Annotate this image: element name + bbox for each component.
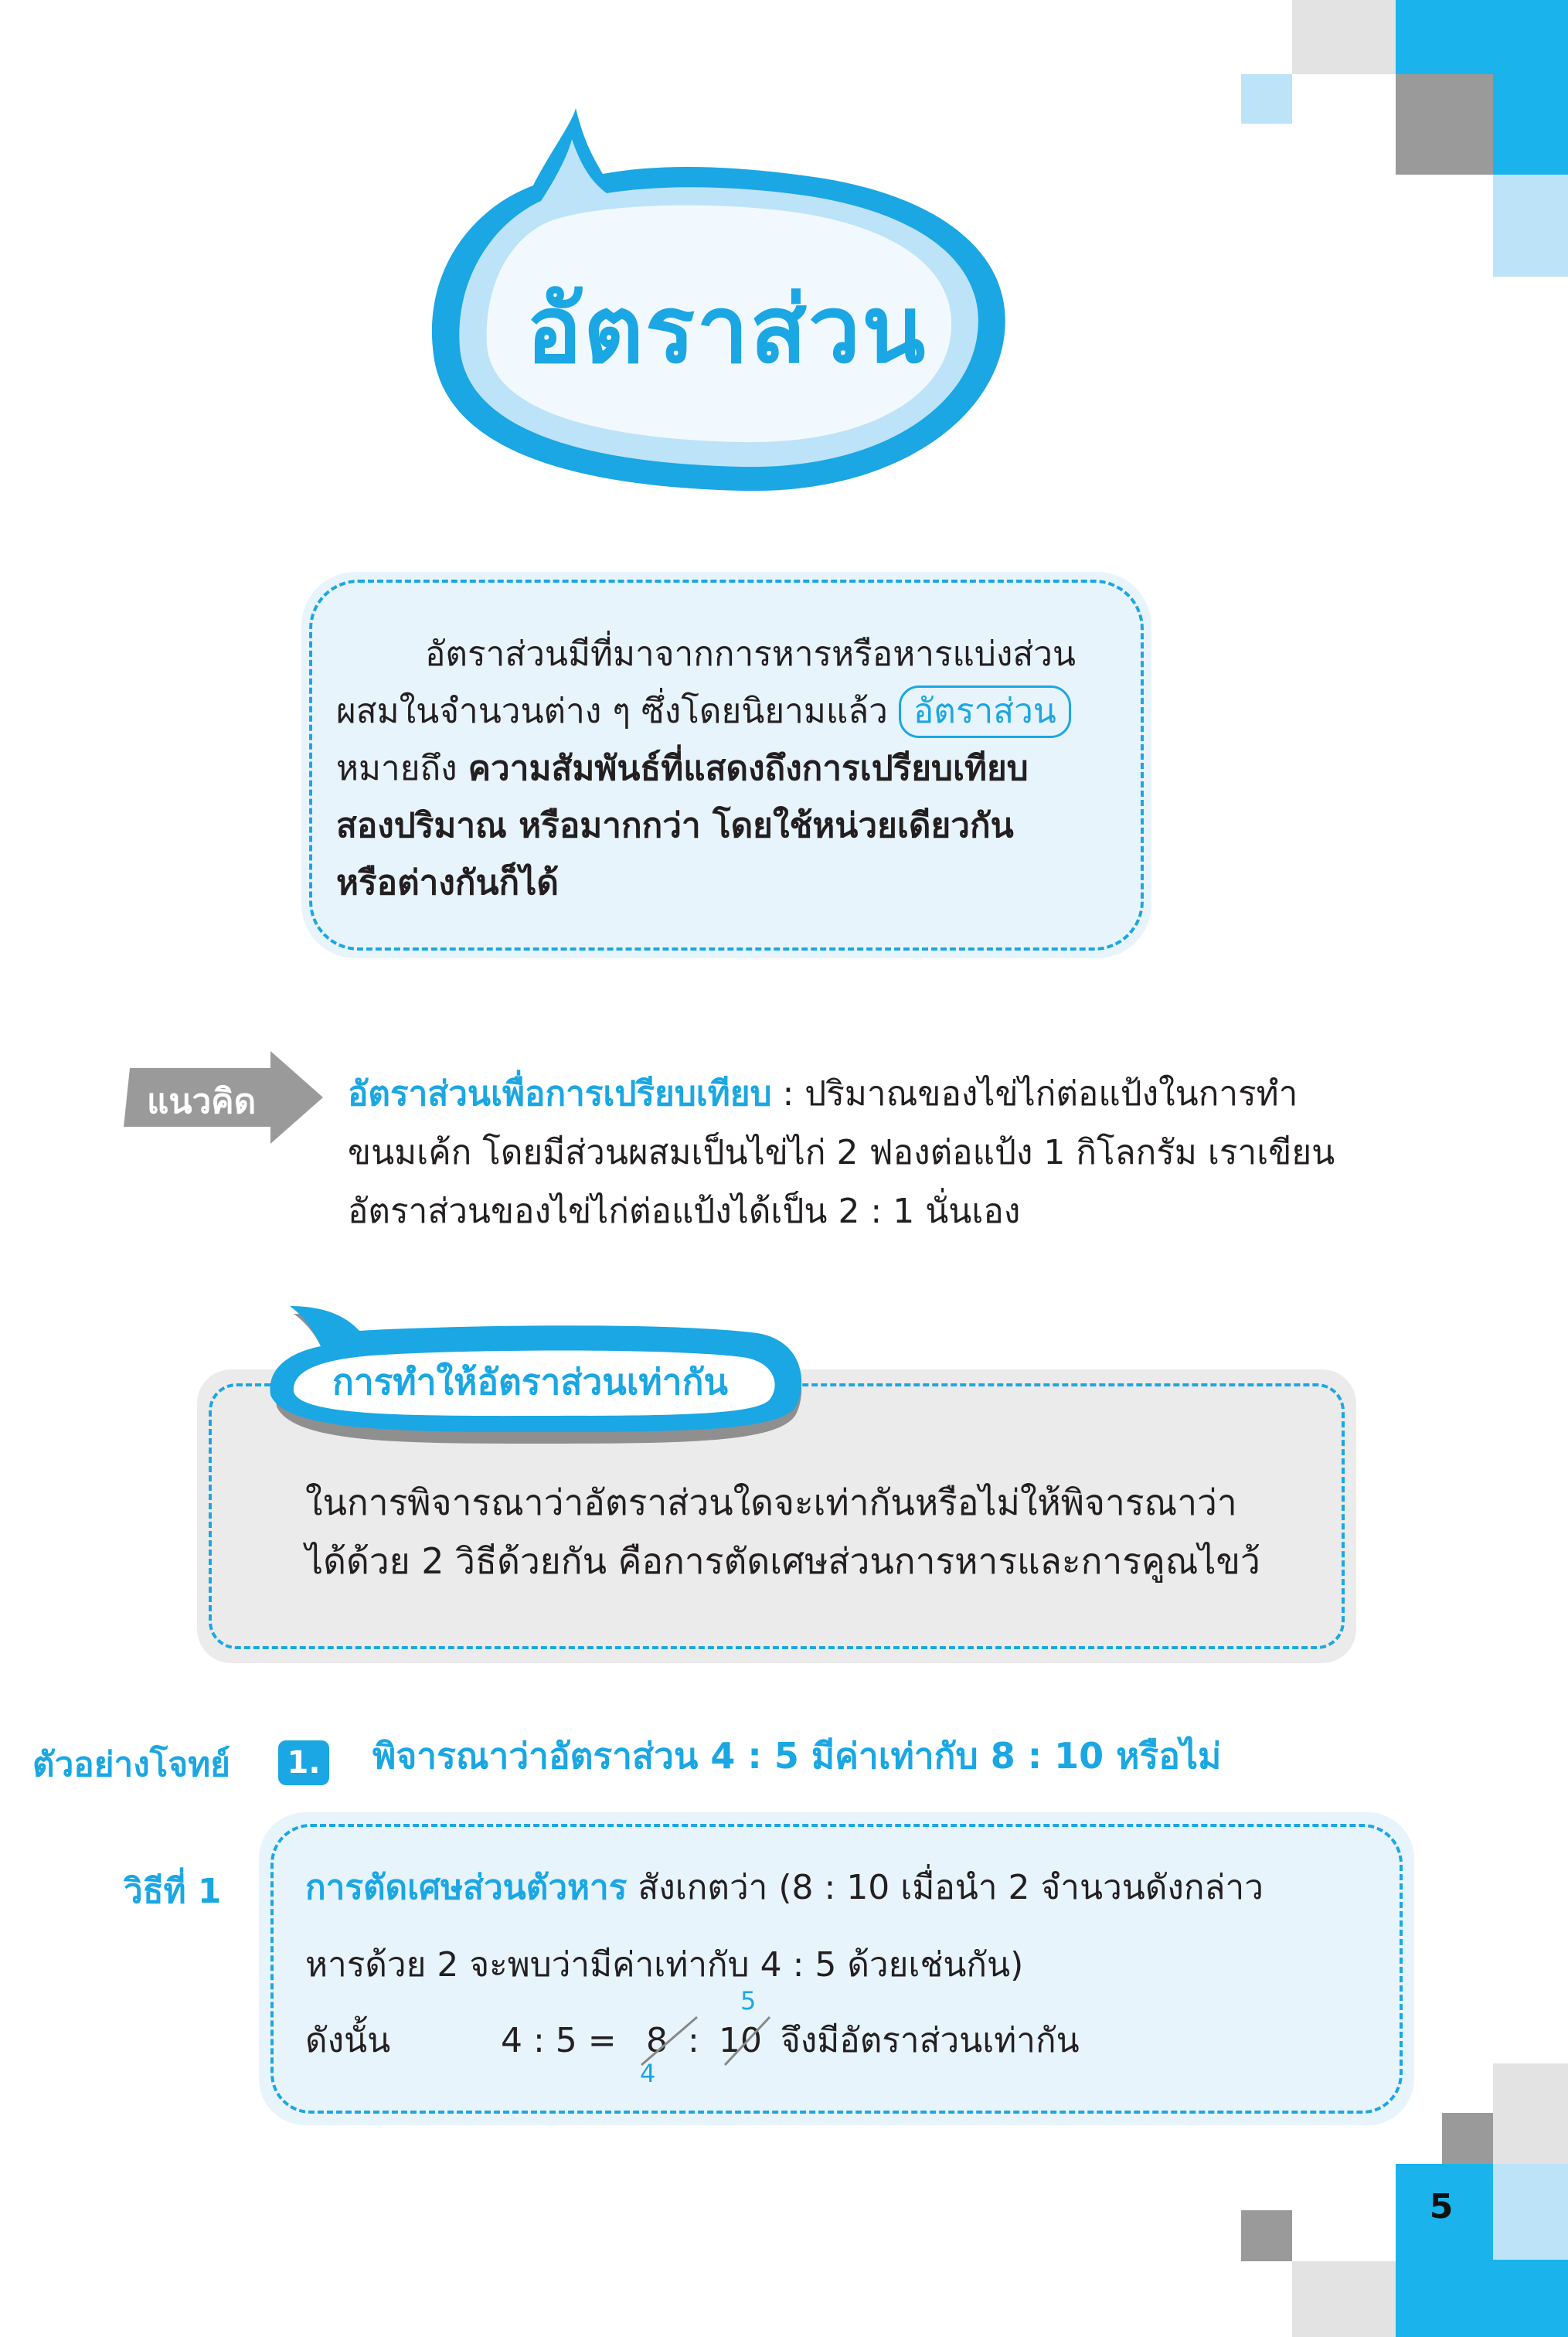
page-number: 5 [1429,2187,1454,2226]
method-num-b: 10 [719,2021,762,2060]
corner-square [1493,175,1568,277]
method-line: หารด้วย 2 จะพบว่ามีค่าเท่ากับ 4 : 5 ด้วยเช่นกัน) [305,1945,1024,1985]
definition-line [336,740,1109,798]
example-number-badge: 1. [278,1740,329,1785]
corner-square [1292,0,1396,74]
equal-ratio-line: ได้ด้วย 2 วิธีด้วยกัน คือการตัดเศษส่วนการหารและการคูณไขว้ [305,1540,1260,1582]
corner-square [1241,2210,1292,2261]
example-question: พิจารณาว่าอัตราส่วน 4 : 5 มีค่าเท่ากับ 8 : 10 หรือไม่ [372,1735,1222,1777]
corner-square [1442,2113,1493,2164]
definition-line [336,683,1109,740]
definition-line: อัตราส่วนมีที่มาจากการหารหรือหารแบ่งส่วน [425,634,1076,674]
method-text: สังเกตว่า (8 : 10 เมื่อนำ 2 จำนวนดังกล่าว [627,1868,1264,1907]
corner-square [1493,2164,1568,2260]
method-heading: การตัดเศษส่วนตัวหาร [305,1868,628,1907]
method-conclusion: จึงมีอัตราส่วนเท่ากัน [781,2021,1080,2060]
corner-square [1493,2063,1568,2164]
equal-ratio-heading: การทำให้อัตราส่วนเท่ากัน [332,1361,728,1403]
method-line [305,1859,1387,1917]
concept-line: อัตราส่วนของไข่ไก่ต่อแป้งได้เป็น 2 : 1 นั่นเอง [348,1192,1021,1231]
page-title: อัตราส่วน [526,277,927,384]
definition-bold: ความสัมพันธ์ที่แสดงถึงการเปรียบเทียบ [468,749,1029,788]
concept-heading: อัตราส่วนเพื่อการเปรียบเทียบ [348,1074,772,1114]
definition-line: สองปริมาณ หรือมากกว่า โดยใช้หน่วยเดียวกัน [336,806,1014,845]
definition-text: ผสมในจำนวนต่าง ๆ ซึ่งโดยนิยามแล้ว [336,692,888,731]
corner-square [1396,74,1493,175]
method-therefore: ดังนั้น [305,2021,391,2060]
definition-term: อัตราส่วน [899,685,1071,738]
method-colon: : [688,2021,699,2060]
method-expr-left: 4 : 5 = [501,2021,617,2060]
cancel-strike-marks [634,2009,788,2079]
method-reduced-b: 5 [740,1986,757,2016]
definition-line: หรือต่างกันก็ได้ [336,863,559,903]
concept-text: : ปริมาณของไข่ไก่ต่อแป้งในการทำ [771,1074,1298,1114]
corner-square [1292,2261,1396,2337]
definition-text: หมายถึง [336,749,457,788]
example-label: ตัวอย่างโจทย์ [32,1745,230,1784]
corner-square [1241,74,1292,124]
method-label: วิธีที่ 1 [124,1872,222,1911]
concept-label: แนวคิด [147,1082,257,1121]
method-num-a: 8 [646,2021,668,2060]
concept-line [348,1065,1414,1124]
method-reduced-a: 4 [640,2059,656,2088]
equal-ratio-line: ในการพิจารณาว่าอัตราส่วนใดจะเท่ากันหรือไม่ให้พิจารณาว่า [305,1481,1237,1523]
concept-line: ขนมเค้ก โดยมีส่วนผสมเป็นไข่ไก่ 2 ฟองต่อแป้ง 1 กิโลกรัม เราเขียน [348,1133,1335,1172]
